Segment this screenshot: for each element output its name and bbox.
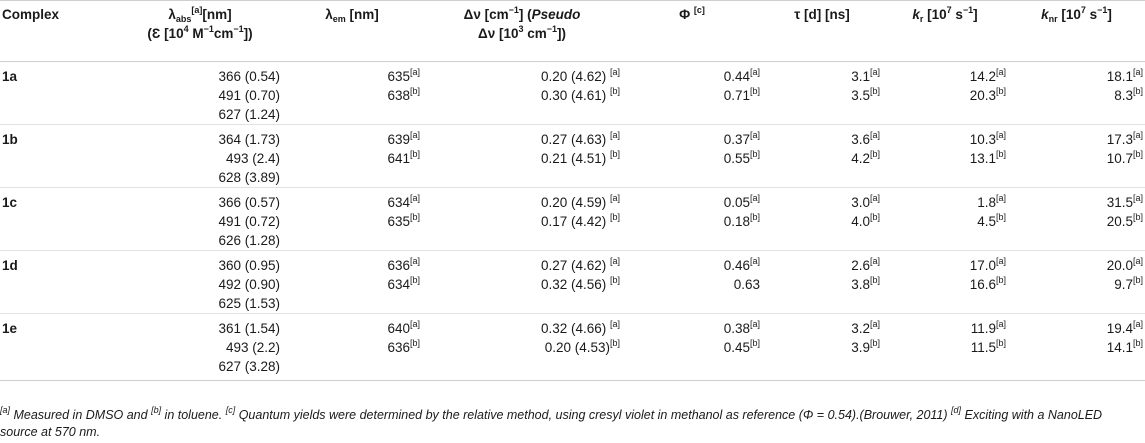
cell-absorption xyxy=(118,188,282,251)
value-text: 0.27 (4.63) xyxy=(540,132,610,147)
value-text: 0.05 xyxy=(723,195,750,210)
value-text: 635 xyxy=(387,69,410,84)
table-row xyxy=(0,125,1145,188)
footnote-ref: [b] xyxy=(409,275,420,285)
kr-value xyxy=(884,256,1006,275)
value-text: 10.3 xyxy=(969,132,996,147)
footnote-ref: [b] xyxy=(995,275,1006,285)
value-text: 17.0 xyxy=(969,258,996,273)
footnote-ref: [b] xyxy=(609,212,620,222)
footnote-ref: [b] xyxy=(869,149,880,159)
cell-stokes-shift xyxy=(422,188,622,251)
header-lifetime: τ [d] [ns] xyxy=(794,7,850,22)
kr-value xyxy=(884,338,1006,357)
absorption-value: 491 (0.72) xyxy=(218,214,280,229)
value-text: 634 xyxy=(387,195,410,210)
value-text: 635 xyxy=(387,214,410,229)
footnote-ref: [a] xyxy=(409,67,420,77)
value-text: 2.6 xyxy=(851,258,870,273)
absorption-value: 360 (0.95) xyxy=(218,258,280,273)
footnote-ref: [b] xyxy=(995,86,1006,96)
cell-complex: 1e xyxy=(2,321,18,336)
value-text: 16.6 xyxy=(969,277,996,292)
knr-value xyxy=(1010,256,1143,275)
absorption-value: 366 (0.54) xyxy=(218,69,280,84)
lifetime-value xyxy=(764,319,880,338)
value-text: 636 xyxy=(387,340,410,355)
value-text: 1.8 xyxy=(977,195,996,210)
absorption-value: 361 (1.54) xyxy=(218,321,280,336)
absorption-value: 627 (1.24) xyxy=(218,107,280,122)
header-abs: $\lambda_{abs}[a][nm]$ (Ɛ [$10^4$ $M^{-1}cm^{-1}$]) xyxy=(147,5,253,41)
footnote-ref: [a] xyxy=(749,256,760,266)
value-text: 9.7 xyxy=(1114,277,1133,292)
value-text: 3.5 xyxy=(851,88,870,103)
stokes-shift-value xyxy=(424,86,620,105)
footnote-ref: [a] xyxy=(869,130,880,140)
cell-kr xyxy=(882,125,1008,188)
footnote-ref: [a] xyxy=(995,256,1006,266)
value-text: 639 xyxy=(387,132,410,147)
lifetime-value xyxy=(764,338,880,357)
knr-value xyxy=(1010,319,1143,338)
value-text: 20.0 xyxy=(1106,258,1133,273)
absorption-value: 626 (1.28) xyxy=(218,233,280,248)
footnote-ref: [a] xyxy=(995,130,1006,140)
cell-quantum-yield xyxy=(622,125,762,188)
kr-value xyxy=(884,86,1006,105)
footnote-ref: [b] xyxy=(1132,149,1143,159)
cell-stokes-shift xyxy=(422,125,622,188)
footnote-ref: [a] xyxy=(869,193,880,203)
footnote-text-c: Quantum yields were determined by the relative method, using cresyl violet in methanol as reference (Φ = 0.54).(Brouwer, 2011) xyxy=(235,408,952,422)
lifetime-value xyxy=(764,256,880,275)
table-footnote xyxy=(0,407,1140,441)
quantum-yield-value xyxy=(624,130,760,149)
value-text: 0.20 (4.59) xyxy=(540,195,610,210)
quantum-yield-value xyxy=(624,86,760,105)
value-text: 0.27 (4.62) xyxy=(540,258,610,273)
absorption-value: 366 (0.57) xyxy=(218,195,280,210)
value-text: 0.20 (4.62) xyxy=(540,69,610,84)
cell-emission xyxy=(282,188,422,251)
value-text: 3.1 xyxy=(851,69,870,84)
footnote-ref: [b] xyxy=(749,212,760,222)
stokes-shift-value xyxy=(424,193,620,212)
footnote-ref: [a] xyxy=(1132,319,1143,329)
header-stokes-shift: Δν $[cm^{-1}]$ (Pseudo Δν [$10^3$ $cm^{-1}$]) xyxy=(463,5,581,41)
header-complex: Complex xyxy=(2,7,60,22)
value-text: 0.38 xyxy=(723,321,750,336)
footnote-ref: [b] xyxy=(1132,86,1143,96)
footnote-ref: [a] xyxy=(869,319,880,329)
footnote-ref: [a] xyxy=(749,193,760,203)
quantum-yield-value xyxy=(624,256,760,275)
footnote-ref: [b] xyxy=(749,338,760,348)
footnote-ref: [b] xyxy=(1132,338,1143,348)
lifetime-value xyxy=(764,67,880,86)
cell-complex: 1c xyxy=(2,195,18,210)
absorption-value: 628 (3.89) xyxy=(218,170,280,185)
cell-knr xyxy=(1008,62,1145,125)
lifetime-value xyxy=(764,149,880,168)
value-text: 0.44 xyxy=(723,69,750,84)
footnote-ref: [a] xyxy=(995,319,1006,329)
quantum-yield-value xyxy=(624,193,760,212)
footnote-ref: [a] xyxy=(409,193,420,203)
quantum-yield-value xyxy=(624,212,760,231)
kr-value xyxy=(884,319,1006,338)
value-text: 0.18 xyxy=(723,214,750,229)
value-text: 636 xyxy=(387,258,410,273)
footnote-mark-d: [d] xyxy=(951,405,962,415)
value-text: 8.3 xyxy=(1114,88,1133,103)
knr-value xyxy=(1010,275,1143,294)
value-text: 4.5 xyxy=(977,214,996,229)
quantum-yield-value xyxy=(624,338,760,357)
footnote-ref: [a] xyxy=(995,67,1006,77)
table-header xyxy=(0,1,1145,62)
value-text: 4.2 xyxy=(851,151,870,166)
footnote-ref: [a] xyxy=(609,67,620,77)
kr-value xyxy=(884,149,1006,168)
lifetime-value xyxy=(764,130,880,149)
footnote-ref: [b] xyxy=(869,86,880,96)
footnote-ref: [a] xyxy=(409,256,420,266)
footnote-ref: [a] xyxy=(995,193,1006,203)
value-text: 0.37 xyxy=(723,132,750,147)
lifetime-value xyxy=(764,212,880,231)
cell-lifetime xyxy=(762,314,882,381)
footnote-ref: [b] xyxy=(1132,212,1143,222)
footnote-text-b: in toluene. xyxy=(161,408,226,422)
cell-knr xyxy=(1008,188,1145,251)
knr-value xyxy=(1010,149,1143,168)
kr-value xyxy=(884,275,1006,294)
value-text: 0.30 (4.61) xyxy=(540,88,610,103)
table-row xyxy=(0,314,1145,381)
value-text: 31.5 xyxy=(1106,195,1133,210)
value-text: 638 xyxy=(387,88,410,103)
footnote-ref: [a] xyxy=(409,130,420,140)
value-text: 3.8 xyxy=(851,277,870,292)
footnote-ref: [b] xyxy=(869,275,880,285)
emission-value xyxy=(284,338,420,357)
footnote-ref: [a] xyxy=(609,256,620,266)
value-text: 3.9 xyxy=(851,340,870,355)
value-text: 13.1 xyxy=(969,151,996,166)
footnote-ref: [b] xyxy=(409,149,420,159)
stokes-shift-value xyxy=(424,149,620,168)
stokes-shift-value xyxy=(424,256,620,275)
stokes-shift-value xyxy=(424,67,620,86)
cell-kr xyxy=(882,314,1008,381)
value-text: 634 xyxy=(387,277,410,292)
footnote-ref: [b] xyxy=(409,212,420,222)
table-body xyxy=(0,62,1145,381)
absorption-value: 493 (2.4) xyxy=(225,151,280,166)
value-text: 641 xyxy=(387,151,410,166)
cell-kr xyxy=(882,251,1008,314)
cell-knr xyxy=(1008,125,1145,188)
cell-absorption xyxy=(118,251,282,314)
footnote-ref: [a] xyxy=(869,67,880,77)
cell-complex: 1d xyxy=(2,258,18,273)
emission-value xyxy=(284,86,420,105)
absorption-value: 491 (0.70) xyxy=(218,88,280,103)
value-text: 0.46 xyxy=(723,258,750,273)
knr-value xyxy=(1010,212,1143,231)
quantum-yield-value xyxy=(624,319,760,338)
cell-quantum-yield xyxy=(622,314,762,381)
value-text: 18.1 xyxy=(1106,69,1133,84)
absorption-value: 627 (3.28) xyxy=(218,359,280,374)
footnote-text-d: Exciting with a NanoLED source at 570 nm. xyxy=(0,408,1103,439)
footnote-ref: [b] xyxy=(609,149,620,159)
emission-value xyxy=(284,193,420,212)
cell-lifetime xyxy=(762,251,882,314)
footnote-ref: [b] xyxy=(609,86,620,96)
emission-value xyxy=(284,212,420,231)
stokes-shift-value xyxy=(424,338,620,357)
kr-value xyxy=(884,67,1006,86)
value-text: 0.32 (4.66) xyxy=(540,321,610,336)
header-row xyxy=(0,1,1145,62)
footnote-ref: [a] xyxy=(1132,193,1143,203)
quantum-yield-value xyxy=(624,275,760,294)
footnote-ref: [b] xyxy=(609,275,620,285)
kr-value xyxy=(884,193,1006,212)
footnote-ref: [b] xyxy=(995,338,1006,348)
stokes-shift-value xyxy=(424,319,620,338)
value-text: 11.9 xyxy=(970,321,996,336)
footnote-mark-c: [c] xyxy=(225,405,236,415)
footnote-ref: [a] xyxy=(749,130,760,140)
footnote-ref: [b] xyxy=(409,338,420,348)
cell-quantum-yield xyxy=(622,188,762,251)
quantum-yield-value xyxy=(624,149,760,168)
lifetime-value xyxy=(764,193,880,212)
knr-value xyxy=(1010,67,1143,86)
footnote-ref: [a] xyxy=(749,67,760,77)
quantum-yield-value xyxy=(624,67,760,86)
footnote-ref: [b] xyxy=(749,149,760,159)
footnote-ref: [b] xyxy=(1132,275,1143,285)
emission-value xyxy=(284,275,420,294)
value-text: 0.71 xyxy=(723,88,750,103)
emission-value xyxy=(284,256,420,275)
table-row xyxy=(0,62,1145,125)
stokes-shift-value xyxy=(424,130,620,149)
cell-emission xyxy=(282,62,422,125)
knr-value xyxy=(1010,86,1143,105)
absorption-value: 625 (1.53) xyxy=(218,296,280,311)
footnote-ref: [a] xyxy=(749,319,760,329)
value-text: 11.5 xyxy=(970,340,996,355)
value-text: 17.3 xyxy=(1106,132,1133,147)
cell-absorption xyxy=(118,62,282,125)
value-text: 0.63 xyxy=(733,277,760,292)
value-text: 20.5 xyxy=(1106,214,1133,229)
footnote-ref: [b] xyxy=(995,212,1006,222)
value-text: 14.2 xyxy=(969,69,996,84)
cell-knr xyxy=(1008,251,1145,314)
cell-kr xyxy=(882,188,1008,251)
lifetime-value xyxy=(764,275,880,294)
cell-lifetime xyxy=(762,188,882,251)
footnote-ref: [a] xyxy=(1132,67,1143,77)
emission-value xyxy=(284,67,420,86)
kr-value xyxy=(884,130,1006,149)
value-text: 4.0 xyxy=(851,214,870,229)
cell-complex: 1a xyxy=(2,69,18,84)
footnote-ref: [a] xyxy=(609,193,620,203)
footnote-ref: [a] xyxy=(1132,130,1143,140)
value-text: 14.1 xyxy=(1106,340,1133,355)
footnote-ref: [b] xyxy=(609,338,620,348)
cell-stokes-shift xyxy=(422,62,622,125)
cell-quantum-yield xyxy=(622,251,762,314)
header-em: $\lambda_{em}$ [nm] xyxy=(325,7,379,24)
footnote-ref: [b] xyxy=(869,338,880,348)
value-text: 0.45 xyxy=(723,340,750,355)
cell-absorption xyxy=(118,125,282,188)
value-text: 3.2 xyxy=(851,321,870,336)
absorption-value: 493 (2.2) xyxy=(225,340,280,355)
footnote-ref: [b] xyxy=(995,149,1006,159)
value-text: 0.32 (4.56) xyxy=(540,277,610,292)
table-row xyxy=(0,251,1145,314)
header-kr: $k_r$ [$10^7$ $s^{-1}$] xyxy=(912,5,978,24)
knr-value xyxy=(1010,130,1143,149)
cell-kr xyxy=(882,62,1008,125)
value-text: 3.6 xyxy=(851,132,870,147)
table-row xyxy=(0,188,1145,251)
absorption-value: 492 (0.90) xyxy=(218,277,280,292)
cell-lifetime xyxy=(762,62,882,125)
kr-value xyxy=(884,212,1006,231)
knr-value xyxy=(1010,193,1143,212)
value-text: 640 xyxy=(387,321,410,336)
emission-value xyxy=(284,130,420,149)
cell-quantum-yield xyxy=(622,62,762,125)
header-knr: $k_{nr}$ [$10^7$ $s^{-1}$] xyxy=(1041,5,1112,24)
cell-complex: 1b xyxy=(2,132,18,147)
stokes-shift-value xyxy=(424,212,620,231)
footnote-ref: [a] xyxy=(609,130,620,140)
footnote-ref: [b] xyxy=(409,86,420,96)
cell-stokes-shift xyxy=(422,314,622,381)
cell-lifetime xyxy=(762,125,882,188)
lifetime-value xyxy=(764,86,880,105)
footnote-text-a: Measured in DMSO and xyxy=(10,408,152,422)
cell-absorption xyxy=(118,314,282,381)
value-text: 0.20 (4.53) xyxy=(544,340,610,355)
footnote-ref: [b] xyxy=(869,212,880,222)
value-text: 19.4 xyxy=(1106,321,1133,336)
cell-stokes-shift xyxy=(422,251,622,314)
cell-emission xyxy=(282,251,422,314)
value-text: 3.0 xyxy=(851,195,870,210)
footnote-ref: [a] xyxy=(869,256,880,266)
emission-value xyxy=(284,149,420,168)
cell-emission xyxy=(282,314,422,381)
footnote-ref: [a] xyxy=(409,319,420,329)
footnote-ref: [b] xyxy=(749,86,760,96)
cell-emission xyxy=(282,125,422,188)
footnote-ref: [a] xyxy=(609,319,620,329)
stokes-shift-value xyxy=(424,275,620,294)
cell-knr xyxy=(1008,314,1145,381)
value-text: 0.21 (4.51) xyxy=(540,151,610,166)
header-quantum-yield: Φ [c] xyxy=(679,5,705,22)
value-text: 10.7 xyxy=(1106,151,1133,166)
absorption-value: 364 (1.73) xyxy=(218,132,280,147)
footnote-ref: [a] xyxy=(1132,256,1143,266)
footnote-mark-a: [a] xyxy=(0,405,11,415)
emission-value xyxy=(284,319,420,338)
value-text: 20.3 xyxy=(969,88,996,103)
value-text: 0.17 (4.42) xyxy=(540,214,610,229)
value-text: 0.55 xyxy=(723,151,750,166)
footnote-mark-b: [b] xyxy=(151,405,162,415)
knr-value xyxy=(1010,338,1143,357)
